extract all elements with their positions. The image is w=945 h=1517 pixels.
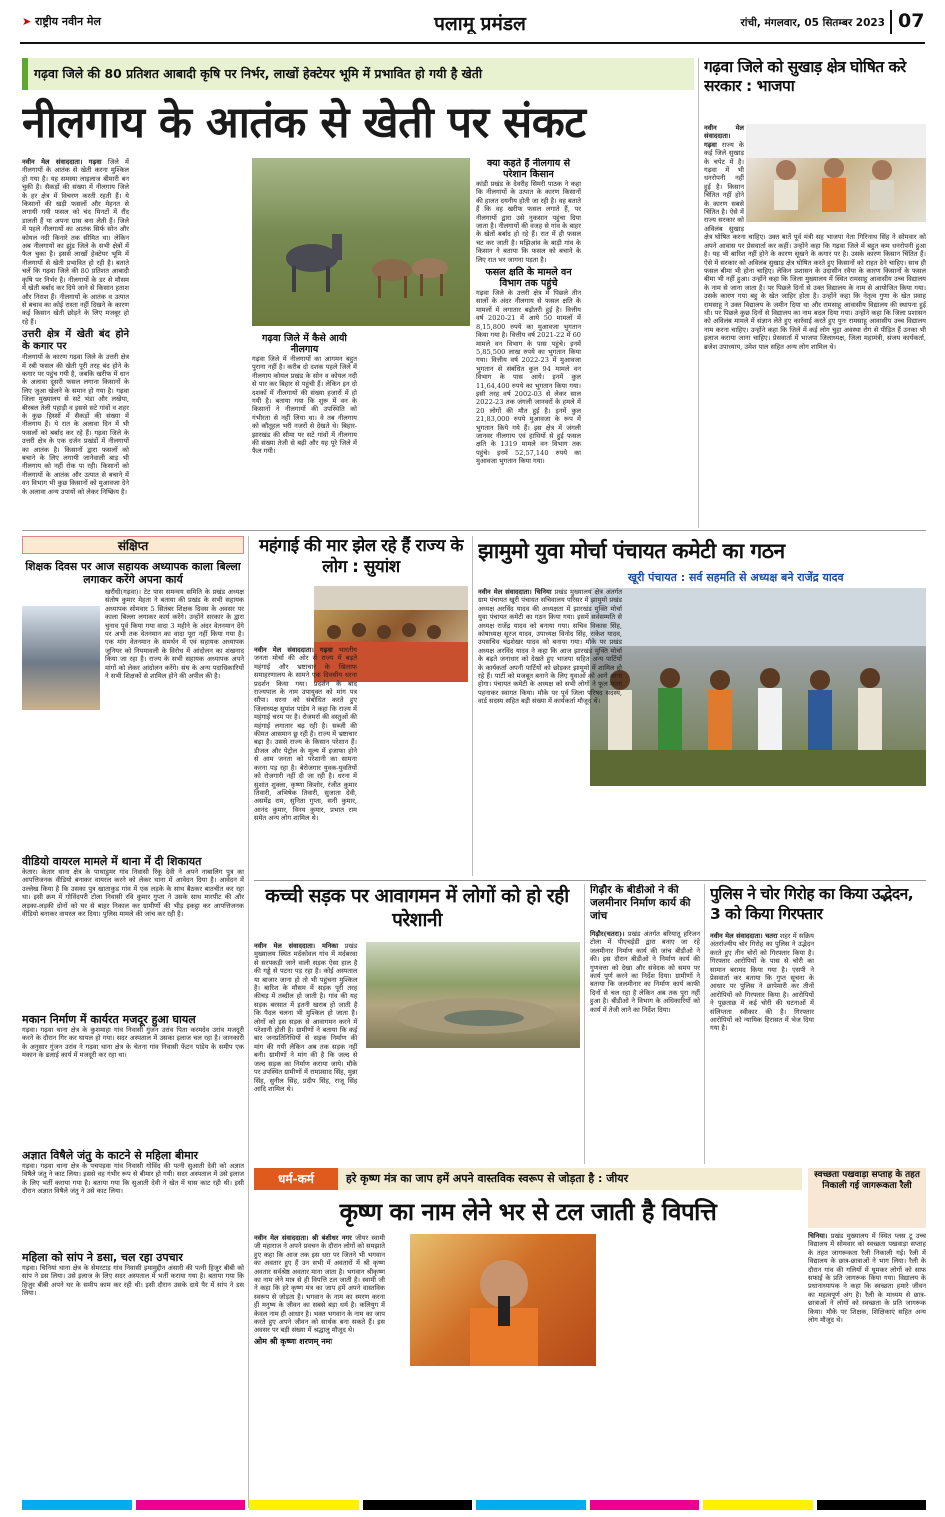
bdo-headline: गिढ़ौर के बीडीओ ने की जलमीनार निर्माण कार्य की जांच (590, 884, 691, 922)
banner-text: गढ़वा जिले की 80 प्रतिशत आबादी कृषि पर निर्भर, लाखों हेक्टेयर भूमि में प्रभावित हो गयी है खेती (34, 66, 483, 81)
section-title: पलामू प्रमंडल (434, 13, 526, 34)
nilgai-illustration (252, 158, 470, 326)
brief-body-4: गढ़वा। गढ़वा थाना क्षेत्र के पचपड़वा गांव निवासी गोविंद की पत्नी सुआती देवी को अज्ञात विषैले जंतु ने काट लिया। इससे वह गंभीर रूप से बीमार हो गयी। सदर अस्पताल में उसे इलाज के लिए भर्ती कराया गया है। बताया गया कि सुआती देवी ने खेत में घास काट रही थी। इसी दौरान अज्ञात विषैले जंतु ने उसे काट लिया। (22, 1162, 244, 1196)
bjp-byline: नवीन मेल संवाददाता। गढ़वा (704, 124, 744, 149)
kahte-body: कांडी प्रखंड के देवरीह सिमरी पाठक ने कहा कि नीलगायों के उत्पात के कारण किसानों की हालत दयनीय होती जा रही है। वह बताते हैं कि वह खरीफ फसल लगाते हैं, पर नीलगायों द्वारा उसे नुकसान पहुंचा दिया जाता है। नीलगायों की वजह से गांव के बाहर के खेतों बर्बाद हो रहे हैं। रात में ही फसल चट कर जाती है। मझिआंव के बाड़ी गांव के किसान ने बताया कि फसल को बचाने के लिए रात भर जागना पड़ता है। (476, 180, 581, 264)
brief-headline-4: अज्ञात विषैले जंतु के काटने से महिला बीमार (22, 1149, 199, 1162)
road-story (254, 884, 580, 1164)
registration-swatch (22, 1500, 132, 1510)
lead-body-3: गढ़वा जिले में नीलगायों का आगमन बहुत पुराना नहीं है। करीब दो दशक पहले जिले में नीलगाय कोयल प्रखंड के सोन व कोयल नदी से पार कर बिहार से पहुंची हैं। लेकिन इन दो दशकों में नीलगायों की संख्या हजारों में हो गयी है। बताया गया कि शुरू में वन के किसानों ने नीलगायों की उपस्थिति को गंभीरता से नहीं लिया था। वे तब नीलगाय को कौतूहल भरी नजरों से देखते थे। बिहार-झारखंड की सीमा पर सटे गांवों में नीलगाय की संख्या तेजी से बढ़ी और यह पूरे जिले में फैल गयी। (252, 355, 357, 456)
lead-headline: नीलगाय के आतंक से खेती पर संकट (22, 98, 586, 148)
lead-subhead-1: उत्तरी क्षेत्र में खेती बंद होने के कगार पर (22, 329, 129, 353)
sujit-story (254, 536, 468, 876)
police-story (710, 884, 926, 1164)
lead-body-2: नीलगायों के कारण गढ़वा जिले के उत्तरी क्षेत्र में रबी फसल की खेती पूरी तरह बंद होने के कगार पर पहुंच गयी है, जबकि खरीफ में धान के अलावा दूसरी फसल लगाना किसानों के लिए जुआ खेलने के समान हो गया है। गढ़वा जिला मुख्यालय से सटे भंडा और लखेया, बीरबल तेली पहाड़ी व इससे सटे गांवों व शहर के कुछ हिस्सों में सैकड़ों की संख्या में नीलगाय हैं। ये रात के अलावा दिन में भी फसलों को बर्बाद कर रहे हैं। गढ़वा जिले के उत्तरी क्षेत्र के एक दर्जन प्रखंडों में नीलगायों का आतंक है। किसानों द्वारा फसलों को बचाने के लिए लगायी जानेवाली बाड़ भी नीलगाय को नहीं रोक पा रही। किसानों को नीलगायों के आतंक और उत्पात से बचाने में वन विभाग भी कुछ किसानों को मुआवजा देने के अलावा अन्य उपायों को लेकर निष्क्रिय है। (22, 353, 129, 496)
registration-swatch (817, 1500, 927, 1510)
lead-subhead-2: गढ़वा जिले में कैसे आयी नीलगाय (262, 333, 347, 355)
logo: ➤ राष्ट्रीय नवीन मेल (22, 15, 101, 28)
footer-registration-bar (22, 1498, 926, 1512)
brief-headline-5: महिला को सांप ने डसा, चल रहा उपचार (22, 1251, 183, 1264)
bdo-story (590, 884, 700, 1164)
fasal-subhead: फसल क्षति के मामले वन विभाग तक पहुंचे (485, 267, 572, 290)
brief-headline-2: वीडियो वायरल मामले में थाना में दी शिकायत (22, 855, 202, 868)
lead-byline: नवीन मेल संवाददाता। गढ़वा (22, 158, 102, 166)
dharm-headline: कृष्ण का नाम लेने भर से टल जाती है विपत्ति (339, 1198, 717, 1226)
page-number: 07 (890, 10, 930, 34)
swachh-body: चिनिया। प्रखंड मुख्यालय में स्थित प्लस टू उच्च विद्यालय में सोमवार को स्वच्छता पखवाड़ा सप्ताह के तहत जागरूकता रैली निकाली गई। रैली में विद्यालय के छात्र-छात्राओं ने भाग लिया। रैली के दौरान गांव की गलियों में घूमकर लोगों को साफ सफाई के प्रति जागरूक किया गया। विद्यालय के प्रधानाध्यापक ने कहा कि स्वच्छता हमारे जीवन का महत्वपूर्ण अंग है। रैली के माध्यम से छात्र-छात्राओं ने लोगों को स्वच्छता के प्रति जागरूक किया। मौके पर शिक्षक, शिक्षिकाएं सहित अन्य लोग मौजूद थे। (808, 1232, 926, 1325)
registration-swatch (476, 1500, 586, 1510)
lead-body-right (476, 158, 694, 528)
road-headline: कच्ची सड़क पर आवागमन में लोगों को हो रही परेशानी (265, 885, 569, 931)
lead-body-middle (252, 330, 470, 528)
masthead-rule (20, 42, 925, 44)
masthead (0, 0, 945, 46)
dharm-body: नवीन मेल संवाददाता। श्री बंशीधर नगर जीयर स्वामी जी महाराज ने अपने प्रवचन के दौरान लोगों को समझाते हुए कहा कि आज तक इस धरा पर जितने भी भगवान का अवतार हुए हैं उन सभी में अवतारों में श्री कृष्ण अवतार सर्वश्रेष्ठ अवतार माना जाता है। भगवान श्रीकृष्ण का नाम लेने मात्र से ही विपत्ति टल जाती है। स्वामी जी ने कहा कि हरे कृष्ण मंत्र का जाप हमें अपने वास्तविक स्वरूप से जोड़ता है। भगवान के नाम का स्मरण करना ही मनुष्य के जीवन का सबसे बड़ा धर्म है। कलियुग में केवल नाम ही आधार है। भक्त भगवान के नाम का जाप करते हुए अपने जीवन को सार्थक बना सकते हैं। इस अवसर पर बड़ी संख्या में श्रद्धालु मौजूद थे। ओम श्री कृष्णः शरणम् नमः (254, 1234, 385, 1346)
jmm-story (478, 536, 926, 876)
registration-swatch (363, 1500, 473, 1510)
swachh-story (808, 1168, 926, 1508)
bjp-body: नवीन मेल संवाददाता। गढ़वा राज्य के कई जिले सुखाड़ के चपेट में है। गढ़वा में भी धनरोपनी नहीं हुई है। किसान चिंतित नहीं होने के कारण सबसे चिंतित है। ऐसे में राज्य सरकार को अविलंब सुखाड़ क्षेत्र घोषित करना चाहिए। उक्त बातें पूर्व मंत्री सह भाजपा नेता गिरिनाथ सिंह ने सोमवार को अपने आवास पर प्रेसवार्ता कर कहीं। उन्होंने कहा कि गढ़वा जिले में बहुत कम धनरोपनी हुआ है। यह भी बारिश नहीं होने के कारण सूखने के कगार पर है। उसके कारण किसान चिंतित हैं। ऐसे में सरकार को अविलंब सुखाड़ क्षेत्र घोषित करते हुए किसानों को राहत देने चाहिए। साथ ही फसल बीमा भी होना चाहिए। लेकिन प्रशासन के उदासीन रवैया के कारण किसानों के फसल बीमा भी नहीं हुआ। उन्होंने कहा कि जिला मुख्यालय में स्थित रामसाहू आवासीय उच्च विद्यालय के नाम से जाना जाता है। पर पिछले दिनों से उक्त विद्यालय के नाम से आयोजित किया गया। उसके कारण गया बहु के खेत जाहिर होता है। उन्होंने कहा कि नेतृत्व गुणा के खेत प्रवाह रामसाहू ने उक्त विद्यालय के जमीन दिया था और रामसाहू आवासीय विद्यालय की स्थापना हुई थी। पर पिछले कुछ दिनों से विद्यालय का नाम बदल दिया गया। उन्होंने कहा कि जिला प्रशासन को अविलंब मामले में संज्ञान लेते हुए कार्रवाई करते हुए पुनः रामसाहू आवासीय उच्च विद्यालय नाम करना चाहिए। उन्होंने कहा कि जिले में कई लोग चुहा अवस्था रोग से पीड़ित हैं उनका भी इलाज कराया जाना चाहिए। प्रेसवार्ता में भाजपा जिलाध्यक्ष, जिला महामंत्री, संजय कार्यकर्ता, ब्रजेश उपाध्याय, उमेश पाल सहित अन्य लोग शामिल थे। (704, 124, 926, 351)
police-headline: पुलिस ने चोर गिरोह का किया उद्भेदन, 3 को किया गिरफ्तार (710, 885, 914, 923)
swachh-headline: स्वच्छता पखवाड़ा सप्ताह के तहत निकाली गई जागरूकता रैली (808, 1168, 926, 1228)
dharm-strip-text: हरे कृष्ण मंत्र का जाप हमें अपने वास्तविक स्वरूप से जोड़ता है : जीयर (346, 1172, 629, 1185)
brief-column (22, 536, 244, 1508)
nilgai-photo (252, 158, 470, 326)
bjp-story (704, 58, 926, 528)
brief-body-1: खरौंधी(गढ़वा)। टेट पास समन्वय समिति के प्रखंड अध्यक्ष संतोष कुमार मेहता ने बताया की प्रखंड के सभी सहायक अध्यापक सोमवार 5 सितंबर शिक्षक दिवस के अवसर पर काला बिल्ला लगाकर कार्य करेंगे। उन्होंने सरकार के द्वारा चुनाव पूर्व किया गया वादा 3 महीने के अंदर वेतनमान देंगे पर अभी तक वेतनमान का वादा पूरा नहीं किया गया है। एक मांग वेतनमान के समर्थन में एवं सहायक अध्यापक जूनियर को नियमावली के विरोध में आंदोलन का शंखनाद किया जा रहा है। राज्य के सभी सहायक अध्यापक अपने मांगों को लेकर आंदोलन करेंगे। संघ के अन्य पदाधिकारियों ने सभी शिक्षकों से शामिल होने की अपील की है। (22, 588, 244, 852)
lead-body: जिले में नीलगायों के आतंक से खेती करना मुश्किल हो गया है। यह समस्या लाइलाज बीमारी बन चुकी है। सैकड़ों की संख्या में नीलगाय जिले के हर क्षेत्र में विचरण करती रहती हैं। ये किसानों की खड़ी फसलों और मेहनत से लगायी गयी फसल को चंद मिनटों में रौंद डालती हैं या अपना ग्रास बना लेती हैं। जिले में पहले नीलगायों का आतंक सिर्फ सोन और कोयल नदी किनारे तक सीमित था। लेकिन अब नीलगायों का झुंड जिले के सभी क्षेत्रों में फैल चुका है। इससे लाखों हेक्टेयर भूमि में नीलगायों से खेती प्रभावित हो रही है। बताते चलें कि गढ़वा जिले की 80 प्रतिशत आबादी कृषि पर निर्भर है। नीलगायों के डर से मौसम में खेती बर्बाद कर दिये जाने से किसान हताश और निराश हैं। नीलगायों के आतंक व उत्पात से बचाव का कोई रास्ता नहीं दिखने के कारण कई किसान खेती छोड़ने के लिए मजबूर हो रहे हैं। (22, 158, 129, 326)
brief-body-2: केतार। केतार थाना क्षेत्र के पाथाडुमर गांव निवासी रिंकू देवी ने अपने नाबालिग पुत्र का आपत्तिजनक वीडियो बनाकर वायरल करने को लेकर थाना में आवेदन दिया है। आवेदन में उल्लेख किया है कि उसका पुत्र खाताकुड गांव में एक लड़के के साथ बैठकर बातचीत कर रहा था। इसी क्रम में गोविंदपरी टोला निवासी रवि कुमार गुप्ता ने उसके साथ मारपीट की और लड़का-लड़की दोनों को घर से बाहर निकाल कर ग्रामीणों की भीड़ इकट्ठा कर आपत्तिजनक वीडियो बनाकर वायरल कर दिया। पुलिस मामले की जांच कर रही है। (22, 868, 244, 919)
dharm-strip (254, 1168, 802, 1190)
kahte-subhead: क्या कहते हैं नीलगाय से परेशान किसान (487, 158, 570, 180)
fasal-body: गढ़वा जिले के उत्तरी क्षेत्र में पिछले तीन सालों के अंदर नीलगाय से फसल क्षति के मामलों में लगातार बढ़ोतरी हुई है। वित्तीय वर्ष 2020-21 में आये 50 मामलों में 8,15,800 रुपये का मुआवजा भुगतान किया गया है। वित्तीय वर्ष 2021-22 में 60 मामले वन विभाग के पास पहुंचे। इनमें 5,85,500 लाख रुपये का भुगतान किया गया। वित्तीय वर्ष 2022-23 में मुआवजा भुगतान से संबंधित कुल 94 मामले वन विभाग के पास आये। इनमें कुल 11,64,400 रुपये का भुगतान किया गया। इसी तरह वर्ष 2002-03 से लेकर साल 2022-23 तक जंगली जानवरों के हमले में 20 लोगों की मौत हुई है। इनमें कुल 21,83,000 रुपये मुआवजा के रूप में भुगतान किये गये हैं। इस क्षेत्र में जंगली जानवर नीलगाय एवं हाथियों से हुई फसल क्षति के 1319 मामले वन विभाग तक पहुंचे। इनमें 52,57,140 रुपये का मुआवजा भुगतान किया गया। (476, 289, 581, 466)
registration-swatch (703, 1500, 813, 1510)
jmm-subheadline: खूरी पंचायत : सर्व सहमति से अध्यक्ष बने राजेंद्र यादव (628, 571, 844, 584)
teacher-photo (22, 606, 100, 710)
brief-body-3: गढ़वा। गढ़वा थाना क्षेत्र के कुशमाहा गांव निवासी गुंजन उरांव पिता करमदेव उरांव मजदूरी करने के दौरान गिर कर घायल हो गया। सदर अस्पताल में उसका इलाज चल रहा है। जानकारी के अनुसार गुंजन उरांव ने गढ़वा थाना क्षेत्र के चेतना गांव निवासी फेंटन पांडेय के समीप एक मकान के ढलाई कार्य में मजदूरी कर रहा था। (22, 1026, 244, 1060)
dharm-label: धर्म-कर्म (254, 1168, 338, 1190)
dharm-quote: ओम श्री कृष्णः शरणम् नमः (254, 1336, 333, 1346)
police-body: नवीन मेल संवाददाता। चतरा शहर में सक्रिय अंतर्राज्यीय चोर गिरोह का पुलिस ने उद्भेदन करते हुए तीन चोरों को गिरफ्तार किया है। गिरफ्तार आरोपियों के पास से चोरी का सामान बरामद किया गया है। एसपी ने प्रेसवार्ता कर बताया कि गुप्त सूचना के आधार पर पुलिस ने छापेमारी कर तीनों आरोपियों को गिरफ्तार किया है। आरोपियों ने पूछताछ में कई चोरी की घटनाओं में संलिप्तता स्वीकार की है। गिरफ्तार आरोपियों को न्यायिक हिरासत में भेज दिया गया है। (710, 932, 814, 1033)
jmm-headline: झामुमो युवा मोर्चा पंचायत कमेटी का गठन (478, 539, 785, 563)
banner (22, 58, 694, 90)
brief-headline-3: मकान निर्माण में कार्यरत मजदूर हुआ घायल (22, 1013, 196, 1026)
brief-title: संक्षिप्त (22, 536, 244, 554)
lead-body-left (22, 158, 244, 528)
brief-headline-1: शिक्षक दिवस पर आज सहायक अध्यापक काला बिल्ला लगाकर करेंगे अपना कार्य (25, 560, 241, 586)
dateline: रांची, मंगलवार, 05 सितम्बर 2023 (740, 17, 885, 29)
bdo-body: गिढ़ौर(चतरा)। प्रखंड अंतर्गत बरियातू हरिजन टोला में पीएचईडी द्वारा बनाए जा रहे जलमीनार निर्माण कार्य की जांच बीडीओ ने की। इस दौरान बीडीओ ने निर्माण कार्य की गुणवत्ता को देखा और संवेदक को समय पर कार्य पूर्ण करने का निर्देश दिया। ग्रामीणों ने बताया कि जलमीनार का निर्माण कार्य काफी दिनों से चल रहा है लेकिन अब तक पूरा नहीं हुआ है। बीडीओ ने विभाग के अधिकारियों को कार्य में तेजी लाने का निर्देश दिया। (590, 930, 700, 1014)
road-body: नवीन मेल संवाददाता। मनिका प्रखंड मुख्यालय स्थित मर्दकोवल गांव में मर्दबरवा से सरपकड़ी जाने वाली सड़क ऐसा हाल है की गड्ढे से पटना पड़ रहा है। कोई अस्पताल या बाजार जाना हो तो भी पहुंचना मुश्किल है। बारिश के मौसम में सड़क पूरी तरह कीचड़ में तब्दील हो जाती है। गांव की यह सड़क बरसात में इतनी खराब हो जाती है कि पैदल चलना भी मुश्किल हो जाता है। लोगों को इस सड़क से आवागमन करने में परेशानी होती है। ग्रामीणों ने बताया कि कई बार जनप्रतिनिधियों से सड़क निर्माण की मांग की गयी लेकिन अब तक सड़क नहीं बनी। ग्रामीणों ने मांग की है कि जल्द से जल्द सड़क का निर्माण कराया जाये। मौके पर उपस्थित ग्रामीणों में रामप्रसाद सिंह, मुन्ना सिंह, सुनील सिंह, प्रदीप सिंह, राजू सिंह आदि शामिल थे। (254, 942, 358, 1093)
sujit-body: नवीन मेल संवाददाता। गढ़वा भारतीय जनता मोर्चा की ओर से राज्य में बढ़ते महंगाई और भ्रष्टाचार के खिलाफ समाहरणालय के सामने एक दिवसीय धरना प्रदर्शन किया गया। प्रदर्शन के बाद राज्यपाल के नाम उपायुक्त को मांग पत्र सौंपा। धरना को संबोधित करते हुए जिलाध्यक्ष सुयांश पांडेय ने कहा कि राज्य में महंगाई चरम पर है। रोजमर्रा की वस्तुओं की महंगाई लगातार बढ़ रही है। सब्जी की कीमत आसमान छू रही है। राज्य में भ्रष्टाचार बढ़ा है। उससे राज्य के किसान परेशान हैं। डीजल और पेट्रोल के मूल्य में इजाफा होने से आम जनता को परेशानी का सामना करना पड़ रहा है। बेरोजगार युवक-युवतियों को रोजगारी नहीं दी जा रही है। धरना में सुशांत शुक्ला, कृष्णा किशोर, रंजीत कुमार तिवारी, अभिषेक तिवारी, सुजाता देवी, असमेंद्र राम, सुनिता गुप्ता, सनी कुमार, आनंद कुमार, विनय कुमार, प्रभात राम समेत अन्य लोग शामिल थे। (254, 646, 357, 823)
bird-icon: ➤ (22, 15, 32, 28)
jmm-body: नवीन मेल संवाददाता। चिनिया प्रखंड मुख्यालय क्षेत्र अंतर्गत ग्राम पंचायत खूरी पंचायत सचिवालय परिसर में झामुमो प्रखंड अध्यक्ष अरविंद यादव की अध्यक्षता में झारखंड मुक्ति मोर्चा युवा पंचायत कमेटी का गठन किया गया। इसमें सर्वसम्मति से अध्यक्ष राजेंद्र यादव को बनाया गया। सचिव विकास सिंह, कोषाध्यक्ष सूरज यादव, उपाध्यक्ष विनोद सिंह, राकेश यादव, उपसचिव चंद्रशेखर यादव को बनाया गया। मौके पर प्रखंड अध्यक्ष अरविंद यादव ने कहा कि आज झारखंड मुक्ति मोर्चा के बढ़ते जनाधार को देखते हुए भाजपा सहित अन्य पार्टियों के कार्यकर्ता अपनी पार्टियों को छोड़कर झामुमो में शामिल हो रहे हैं। पार्टी को मजबूत बनाने के लिए युवाओं को आगे आना होगा। पंचायत कमेटी के अध्यक्ष को सभी लोगों ने फूल माला पहनाकर स्वागत किया। मौके पर पूर्व जिला परिषद सदस्य, वार्ड सदस्य सहित बड़ी संख्या में कार्यकर्ता मौजूद थे। (478, 588, 622, 706)
registration-swatch (590, 1500, 700, 1510)
sujit-headline: महंगाई की मार झेल रहे हैं राज्य के लोग : सुयांश (259, 536, 463, 577)
bjp-headline: गढ़वा जिले को सुखाड़ क्षेत्र घोषित करे सरकार : भाजपा (704, 58, 906, 95)
dharm-story (254, 1234, 802, 1508)
brief-body-5: गढ़वा। चिनियां थाना क्षेत्र के सेमरटाड़ गांव निवासी इमामुद्दीन अंसारी की पत्नी हिजुर बीबी को सांप ने डस लिया। उसे इलाज के लिए सदर अस्पताल में भर्ती कराया गया है। बताया गया कि हिजुर बीबी अपने घर के समीप काम कर रही थी। इसी दौरान उसके दाये पैर में सांप ने डस लिया। (22, 1264, 244, 1298)
registration-swatch (136, 1500, 246, 1510)
registration-swatch (249, 1500, 359, 1510)
